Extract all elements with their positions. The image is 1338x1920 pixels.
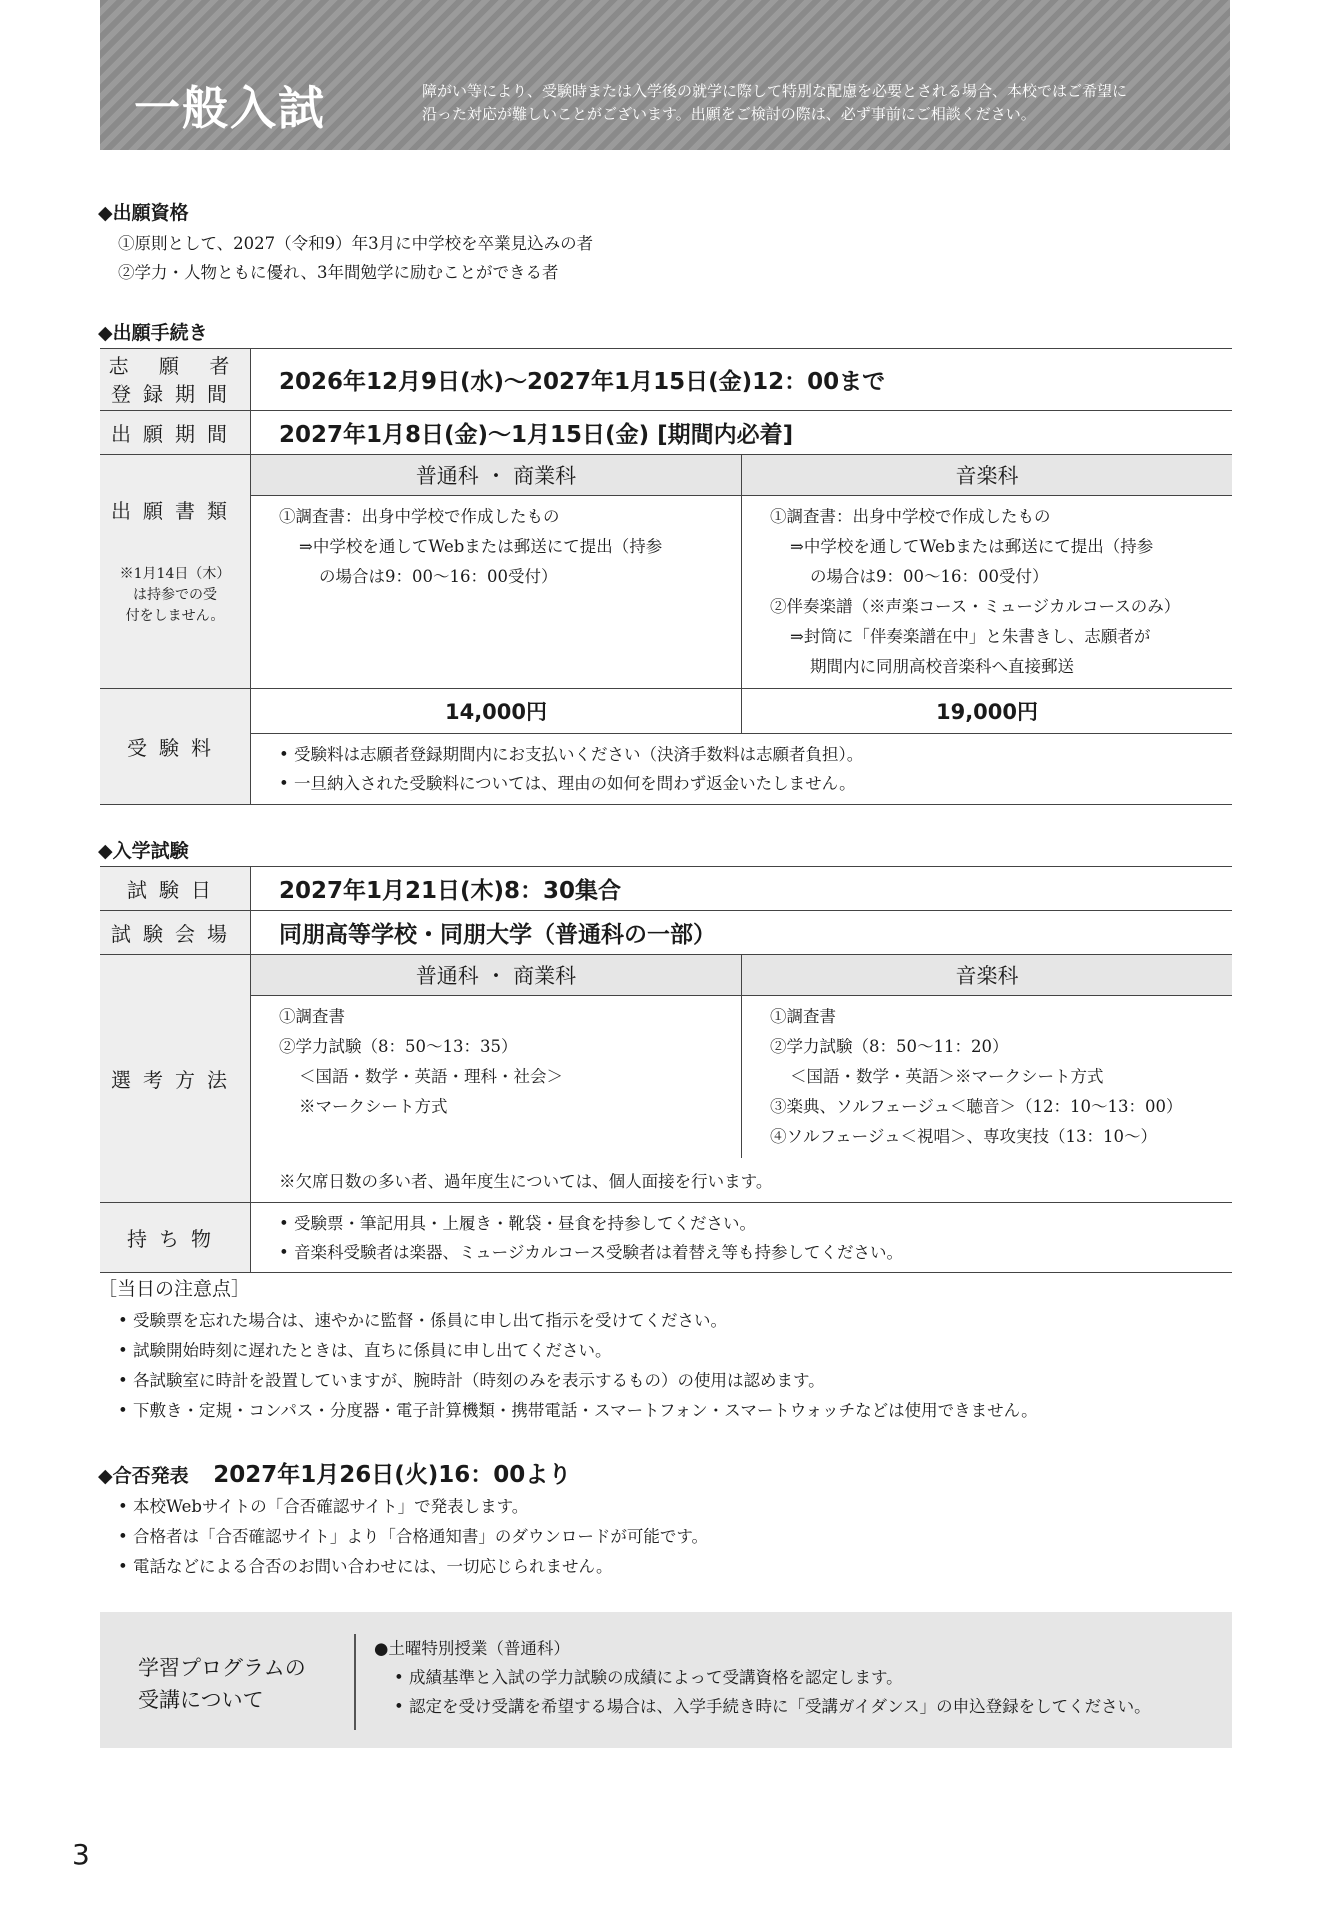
method-line: ④ソルフェージュ＜視唱＞、専攻実技（13：10～） [770, 1127, 1158, 1146]
program-title [138, 1652, 306, 1716]
exam-heading: ◆入学試験 [98, 840, 189, 862]
procedure-table [100, 348, 1232, 805]
doc-line: ①調査書：出身中学校で作成したもの [279, 507, 560, 526]
program-item: • 成績基準と入試の学力試験の成績によって受講資格を認定します。 [394, 1668, 903, 1687]
registration-label-line: 志 願 者 [108, 353, 242, 378]
doc-line: ⇒中学校を通してWebまたは郵送にて提出（持参 [790, 537, 1154, 556]
documents-label-cell [100, 455, 251, 689]
header-note [422, 80, 1212, 126]
doc-line: の場合は9：00～16：00受付） [810, 567, 1049, 586]
procedure-heading: ◆出願手続き [98, 322, 208, 344]
fee-music: 19,000円 [742, 689, 1233, 734]
registration-label [100, 349, 251, 411]
doc-line: 期間内に同朋高校音楽科へ直接郵送 [810, 657, 1074, 676]
method-line: ②学力試験（8：50～11：20） [770, 1037, 1009, 1056]
method-line: ②学力試験（8：50～13：35） [279, 1037, 518, 1056]
exam-venue-value: 同朋高等学校・同朋大学（普通科の一部） [251, 911, 1233, 955]
results-date: 2027年1月26日(火)16：00より [213, 1462, 572, 1488]
method-line: ＜国語・数学・英語・理科・社会＞ [299, 1067, 563, 1086]
documents-grid [251, 455, 1232, 688]
registration-value: 2026年12月9日(水)～2027年1月15日(金)12：00まで [251, 349, 1233, 411]
belongings-item: • 受験票・筆記用具・上履き・靴袋・昼食を持参してください。 [279, 1213, 756, 1233]
doc-line: の場合は9：00～16：00受付） [319, 567, 558, 586]
documents-cell [251, 455, 1233, 689]
general-method [251, 996, 742, 1159]
qualification-item: ①原則として、2027（令和9）年3月に中学校を卒業見込みの者 [118, 234, 594, 253]
program-body [374, 1634, 1151, 1721]
day-note-item: • 各試験室に時計を設置していますが、腕時計（時刻のみを表示するもの）の使用は認めます。 [118, 1371, 825, 1390]
header-note-line: 沿った対応が難しいことがございます。出願をご検討の際は、必ず事前にご相談ください。 [422, 105, 1036, 123]
method-line: ①調査書 [770, 1007, 836, 1026]
day-note-item: • 試験開始時刻に遅れたときは、直ちに係員に申し出てください。 [118, 1341, 612, 1360]
belongings-item: • 音楽科受験者は楽器、ミュージカルコース受験者は着替え等も持参してください。 [279, 1242, 903, 1262]
music-docs [742, 496, 1233, 689]
results-item: • 電話などによる合否のお問い合わせには、一切応じられません。 [118, 1557, 613, 1576]
method-line: ③楽典、ソルフェージュ＜聴音＞（12：10～13：00） [770, 1097, 1183, 1116]
fee-general: 14,000円 [251, 689, 742, 734]
method-note: ※欠席日数の多い者、過年度生については、個人面接を行います。 [279, 1172, 773, 1191]
application-value: 2027年1月8日(金)～1月15日(金) [期間内必着] [251, 411, 1233, 455]
exam-date-value: 2027年1月21日(木)8：30集合 [251, 867, 1233, 911]
col-general-header: 普通科 ・ 商業科 [251, 455, 742, 496]
program-heading: ●土曜特別授業（普通科） [374, 1639, 570, 1658]
results-heading [98, 1456, 571, 1489]
belongings-cell [251, 1203, 1233, 1273]
program-title-line: 受講について [138, 1688, 264, 1712]
program-box [100, 1612, 1232, 1748]
method-line: ＜国語・数学・英語＞※マークシート方式 [790, 1067, 1104, 1086]
doc-line: ①調査書：出身中学校で作成したもの [770, 507, 1051, 526]
exam-venue-label: 試験会場 [100, 911, 251, 955]
doc-line: ②伴奏楽譜（※声楽コース・ミュージカルコースのみ） [770, 597, 1181, 616]
general-docs [251, 496, 742, 689]
documents-note-line: 付をしません。 [125, 608, 225, 624]
program-title-line: 学習プログラムの [138, 1656, 306, 1680]
documents-note-line: は持参での受 [133, 587, 217, 603]
method-line: ※マークシート方式 [299, 1097, 448, 1116]
results-heading-label: ◆合否発表 [98, 1465, 189, 1487]
doc-line: ⇒中学校を通してWebまたは郵送にて提出（持参 [299, 537, 663, 556]
fee-notes [251, 734, 1232, 798]
qualification-heading: ◆出願資格 [98, 202, 189, 224]
documents-note [100, 564, 250, 627]
fee-note: • 一旦納入された受験料については、理由の如何を問わず返金いたしません。 [279, 774, 856, 793]
header-note-line: 障がい等により、受験時または入学後の就学に際して特別な配慮を必要とされる場合、本校ではご希望に [422, 82, 1128, 100]
fee-grid [251, 689, 1232, 734]
method-grid [251, 955, 1232, 1202]
fee-note: • 受験料は志願者登録期間内にお支払いください（決済手数料は志願者負担）。 [279, 745, 864, 764]
results-item: • 本校Webサイトの「合否確認サイト」で発表します。 [118, 1497, 529, 1516]
page-title: 一般入試 [134, 81, 326, 135]
method-col-general-header: 普通科 ・ 商業科 [251, 955, 742, 996]
method-line: ①調査書 [279, 1007, 345, 1026]
registration-label-line: 登録期間 [111, 381, 239, 406]
col-music-header: 音楽科 [742, 455, 1233, 496]
fee-cell [251, 689, 1233, 805]
results-item: • 合格者は「合否確認サイト」より「合格通知書」のダウンロードが可能です。 [118, 1527, 709, 1546]
exam-date-label: 試験日 [100, 867, 251, 911]
documents-note-line: ※1月14日（木） [119, 566, 231, 582]
method-cell [251, 955, 1233, 1203]
method-col-music-header: 音楽科 [742, 955, 1233, 996]
day-note-item: • 受験票を忘れた場合は、速やかに監督・係員に申し出て指示を受けてください。 [118, 1311, 727, 1330]
application-label: 出願期間 [100, 411, 251, 455]
program-divider [354, 1634, 356, 1730]
fee-label: 受験料 [100, 689, 251, 805]
belongings-label: 持ち物 [100, 1203, 251, 1273]
page-number: 3 [72, 1838, 90, 1871]
day-note-item: • 下敷き・定規・コンパス・分度器・電子計算機類・携帯電話・スマートフォン・スマートウォッチなどは使用できません。 [118, 1401, 1038, 1420]
day-notes-heading: ［当日の注意点］ [98, 1278, 251, 1300]
header-banner [100, 0, 1230, 150]
exam-table [100, 866, 1232, 1273]
method-label: 選考方法 [100, 955, 251, 1203]
music-method [742, 996, 1233, 1159]
doc-line: ⇒封筒に「伴奏楽譜在中」と朱書きし、志願者が [790, 627, 1151, 646]
qualification-item: ②学力・人物ともに優れ、3年間勉学に励むことができる者 [118, 263, 559, 282]
program-item: • 認定を受け受講を希望する場合は、入学手続き時に「受講ガイダンス」の申込登録をしてください。 [394, 1697, 1151, 1716]
documents-label: 出願書類 [111, 499, 239, 523]
